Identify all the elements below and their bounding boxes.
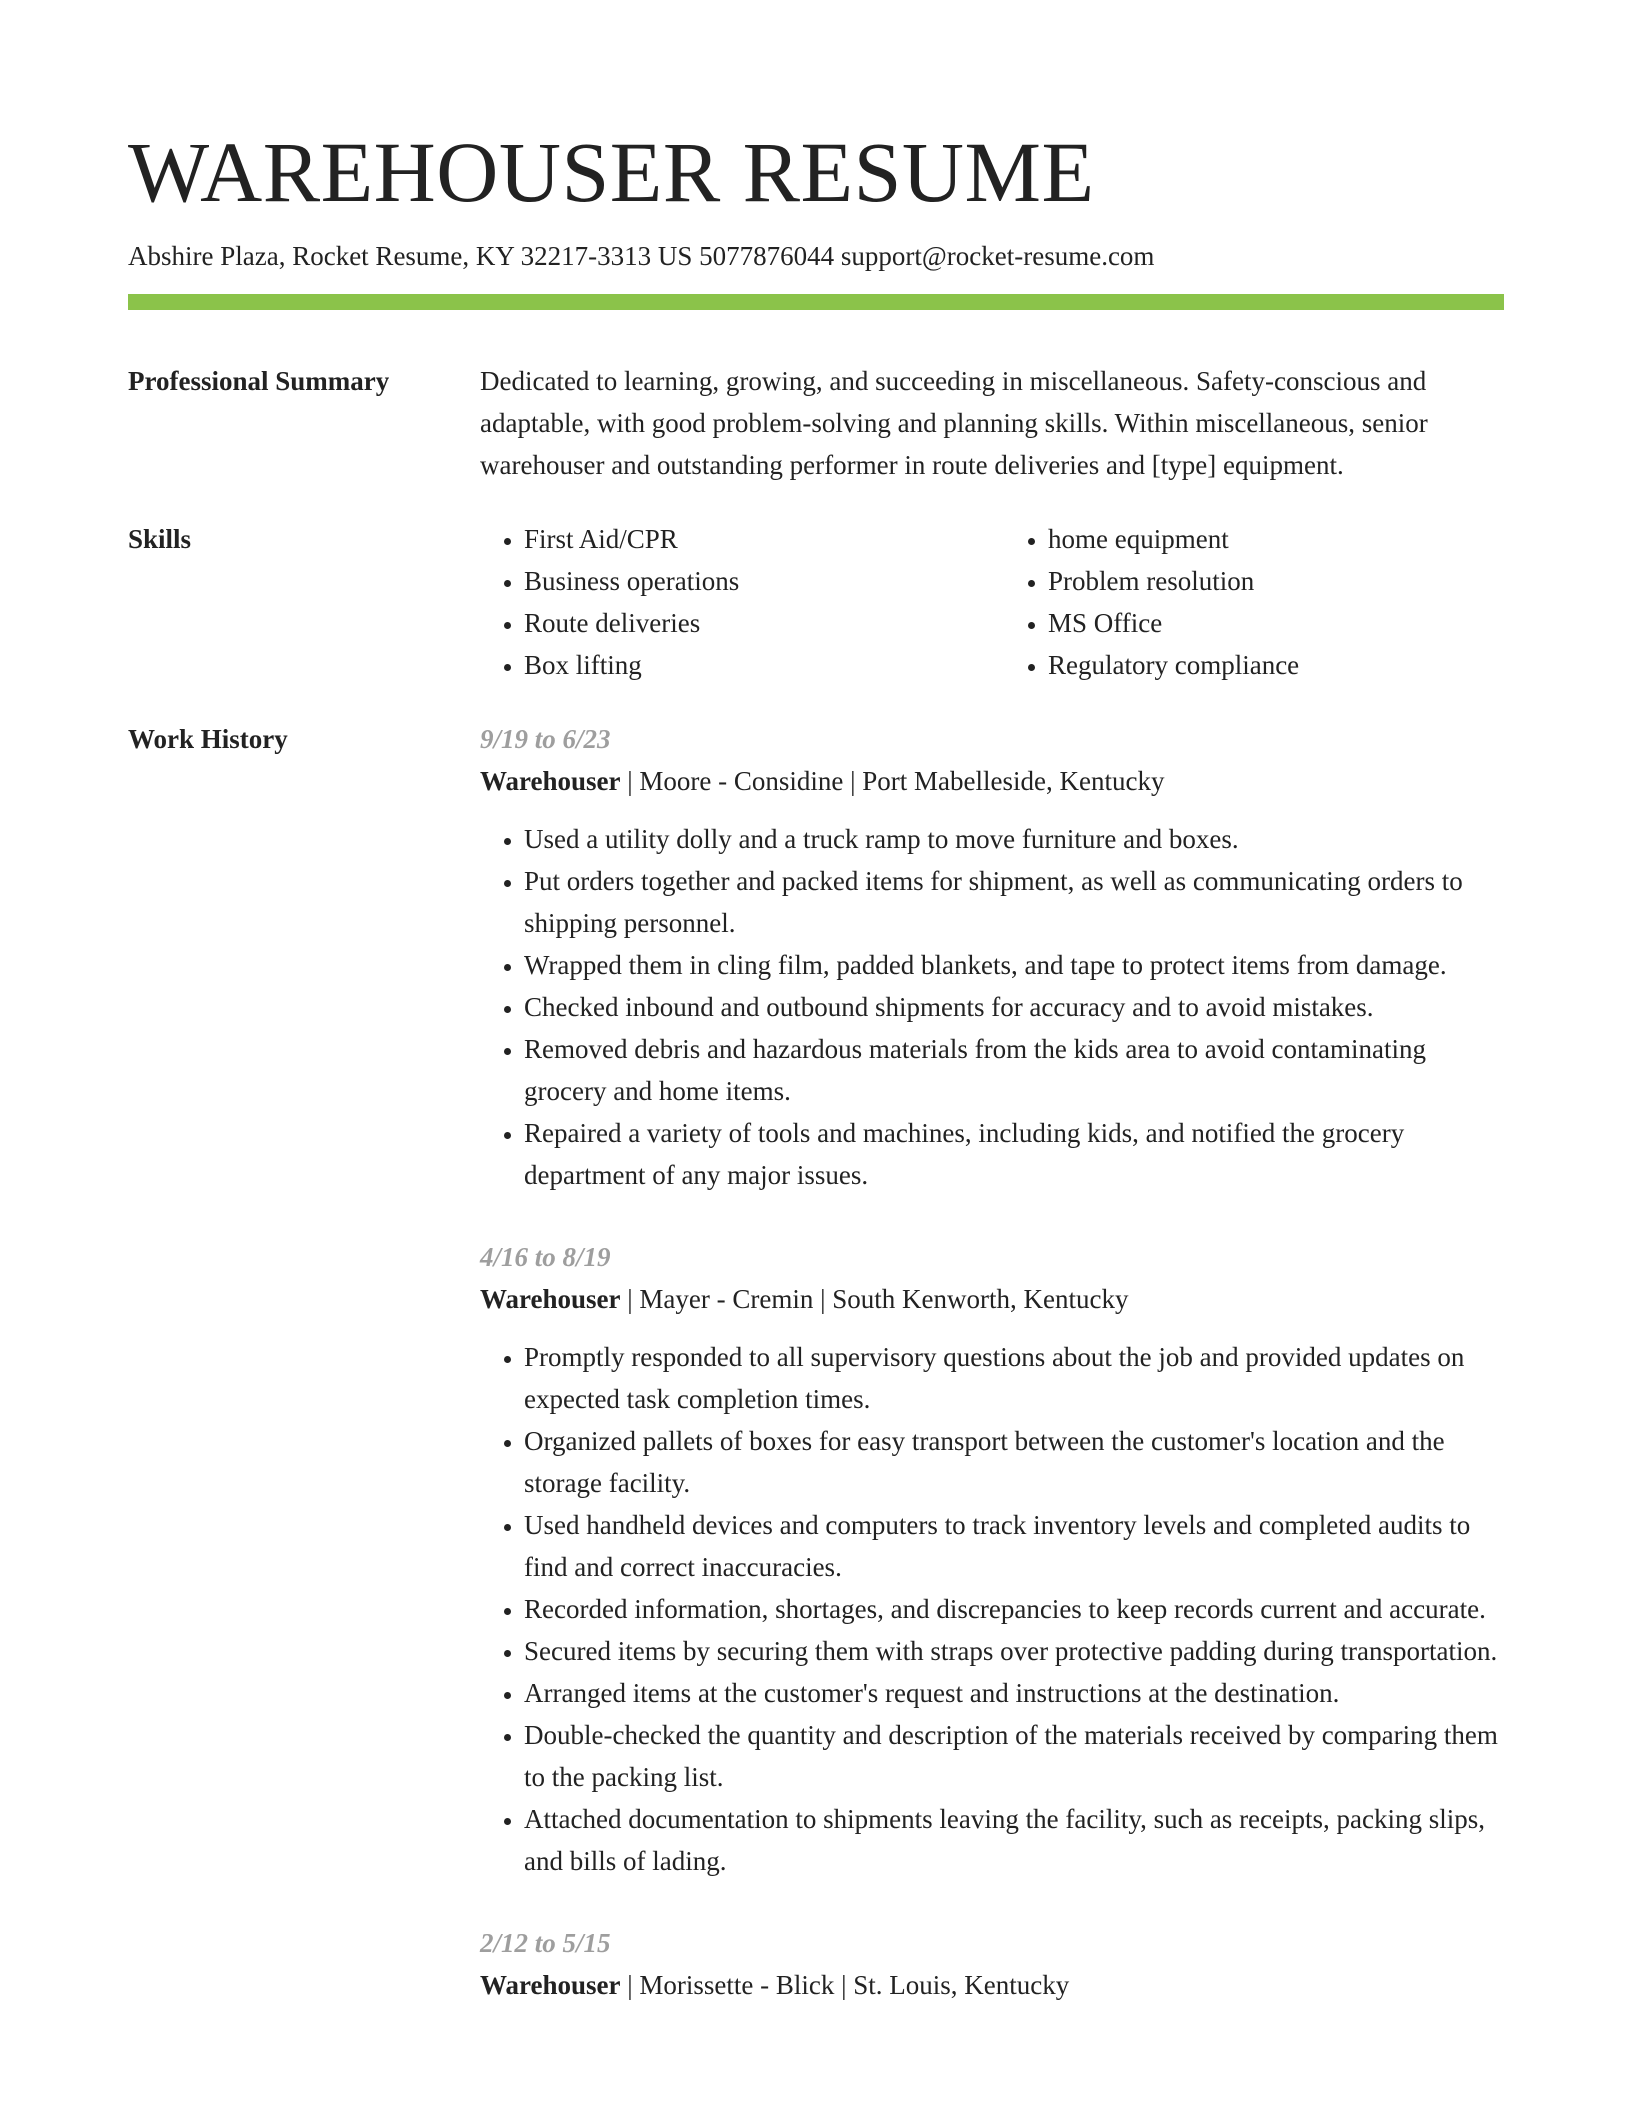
job-dates: 4/16 to 8/19 xyxy=(480,1242,611,1272)
skill-item: • First Aid/CPR xyxy=(524,518,980,560)
job-bullet: • Used a utility dolly and a truck ramp to move furniture and boxes. xyxy=(524,818,1504,860)
job-title: Warehouser xyxy=(480,766,621,796)
header-divider xyxy=(128,294,1504,310)
job-bullet: • Double-checked the quantity and description of the materials received by comparing them to the packing list. xyxy=(524,1714,1504,1798)
skill-item: • MS Office xyxy=(1048,602,1504,644)
skills-grid xyxy=(480,518,1504,686)
skill-item: • Box lifting xyxy=(524,644,980,686)
work-history-section xyxy=(128,718,1504,2046)
section-label-summary: Professional Summary xyxy=(128,366,390,396)
professional-summary-section xyxy=(128,360,1504,486)
job-bullets xyxy=(480,818,1504,1196)
skills-section xyxy=(128,518,1504,686)
job-bullet: • Checked inbound and outbound shipments for accuracy and to avoid mistakes. xyxy=(524,986,1504,1028)
job-bullet: • Put orders together and packed items for shipment, as well as communicating orders to shipping personnel. xyxy=(524,860,1504,944)
job-title: Warehouser xyxy=(480,1970,621,2000)
skill-item: • home equipment xyxy=(1048,518,1504,560)
summary-text: Dedicated to learning, growing, and succeeding in miscellaneous. Safety-conscious and adaptable, with good problem-solving and planning skills. Within miscellaneous, senior warehouser and outstanding performer in route deliveries and [type] equipment. xyxy=(480,366,1428,480)
job-bullet: • Attached documentation to shipments leaving the facility, such as receipts, packing slips, and bills of lading. xyxy=(524,1798,1504,1882)
job-entry xyxy=(480,718,1504,1196)
job-dates: 9/19 to 6/23 xyxy=(480,724,611,754)
job-bullet: • Arranged items at the customer's request and instructions at the destination. xyxy=(524,1672,1504,1714)
job-bullet: • Repaired a variety of tools and machines, including kids, and notified the grocery department of any major issues. xyxy=(524,1112,1504,1196)
job-title-line xyxy=(480,1964,1504,2006)
work-history-body xyxy=(480,718,1504,2046)
section-label-work: Work History xyxy=(128,724,288,754)
job-bullet: • Secured items by securing them with straps over protective padding during transportation. xyxy=(524,1630,1504,1672)
job-bullet: • Wrapped them in cling film, padded blankets, and tape to protect items from damage. xyxy=(524,944,1504,986)
job-title-line xyxy=(480,760,1504,802)
job-bullets xyxy=(480,1336,1504,1882)
resume-title: WAREHOUSER RESUME xyxy=(128,124,1095,220)
job-details: | Mayer - Cremin | South Kenworth, Kentucky xyxy=(620,1284,1129,1314)
job-details: | Morissette - Blick | St. Louis, Kentucky xyxy=(620,1970,1070,2000)
section-label-skills: Skills xyxy=(128,524,192,554)
skill-item: • Business operations xyxy=(524,560,980,602)
job-bullet: • Promptly responded to all supervisory questions about the job and provided updates on expected task completion times. xyxy=(524,1336,1504,1420)
job-dates: 2/12 to 5/15 xyxy=(480,1928,611,1958)
skill-item: • Route deliveries xyxy=(524,602,980,644)
skills-list-left xyxy=(480,518,980,686)
job-title-line xyxy=(480,1278,1504,1320)
job-bullet: • Recorded information, shortages, and discrepancies to keep records current and accurate. xyxy=(524,1588,1504,1630)
job-bullet: • Used handheld devices and computers to track inventory levels and completed audits to find and correct inaccuracies. xyxy=(524,1504,1504,1588)
job-details: | Moore - Considine | Port Mabelleside, Kentucky xyxy=(620,766,1165,796)
contact-line: Abshire Plaza, Rocket Resume, KY 32217-3313 US 5077876044 support@rocket-resume.com xyxy=(128,241,1155,271)
job-title: Warehouser xyxy=(480,1284,621,1314)
skills-list-right xyxy=(1004,518,1504,686)
job-entry xyxy=(480,1236,1504,1882)
skill-item: • Regulatory compliance xyxy=(1048,644,1504,686)
job-entry xyxy=(480,1922,1504,2006)
skill-item: • Problem resolution xyxy=(1048,560,1504,602)
job-bullet: • Removed debris and hazardous materials from the kids area to avoid contaminating grocery and home items. xyxy=(524,1028,1504,1112)
job-bullet: • Organized pallets of boxes for easy transport between the customer's location and the storage facility. xyxy=(524,1420,1504,1504)
